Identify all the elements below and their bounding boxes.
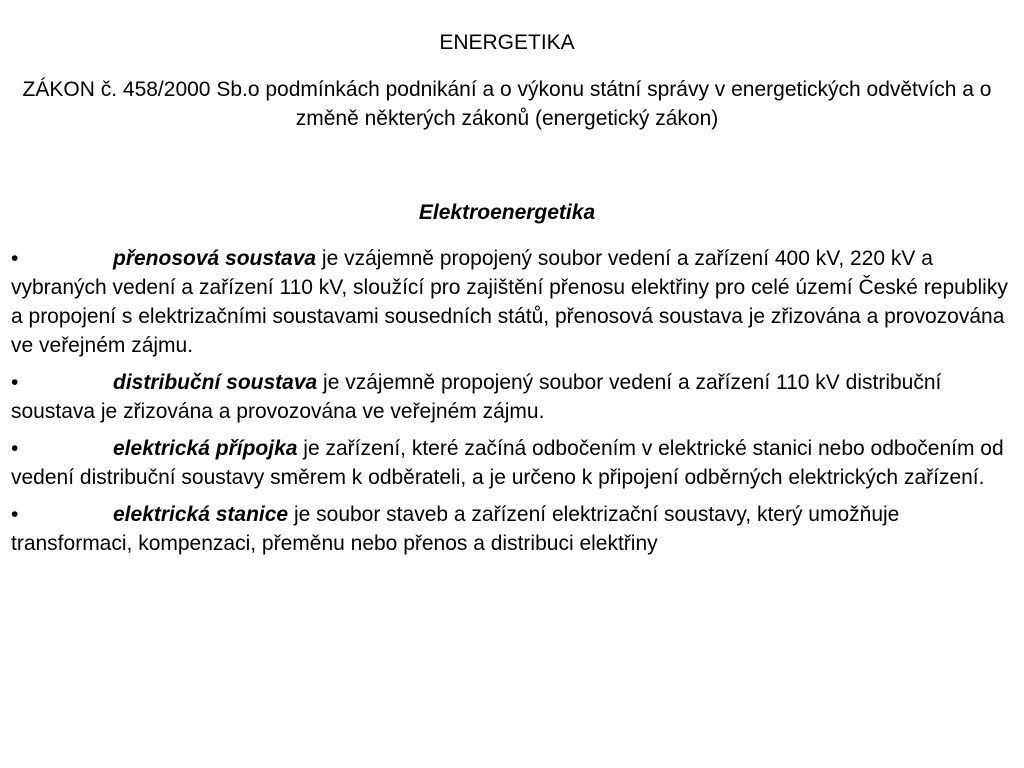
law-title: ZÁKON č. 458/2000 Sb.o podmínkách podnikání a o výkonu státní správy v energetických odvětvích a o změně některých zákonů (energetický zákon) [22, 78, 992, 130]
definition-text: je soubor staveb a zařízení elektrizační soustavy, který umožňuje transformaci, kompenzaci, přeměnu nebo přenos a distribuci elektřiny [11, 503, 900, 555]
term-distribucni-soustava: distribuční soustava [113, 371, 318, 394]
definition-item [11, 500, 1011, 558]
definition-text: je zařízení, které začíná odbočením v elektrické stanici nebo odbočením od vedení distribuční soustavy směrem k odběrateli, a je určeno k připojení odběrných elektrických zařízení. [11, 437, 1004, 489]
term-elektricka-stanice: elektrická stanice [113, 503, 289, 526]
bullet-icon: • [11, 437, 19, 460]
term-elektricka-pripojka: elektrická přípojka [113, 437, 298, 460]
page-title: ENERGETIKA [439, 31, 575, 54]
definition-text: je vzájemně propojený soubor vedení a zařízení 400 kV, 220 kV a vybraných vedení a zařízení 110 kV, sloužící pro zajištění přenosu elektřiny pro celé území České republiky a propojení s elektrizačními soustavami sousedních států, přenosová soustava je zřizována a provozována ve veřejném zájmu. [11, 247, 1008, 357]
section-heading: Elektroenergetika [418, 201, 596, 224]
term-prenosova-soustava: přenosová soustava [113, 247, 317, 270]
definition-text: je vzájemně propojený soubor vedení a zařízení 110 kV distribuční soustava je zřizována a provozována ve veřejném zájmu. [11, 371, 942, 423]
definition-list [11, 244, 1011, 566]
bullet-icon: • [11, 371, 19, 394]
bullet-icon: • [11, 503, 19, 526]
definition-item [11, 368, 1011, 426]
bullet-icon: • [11, 247, 19, 270]
definition-item [11, 244, 1011, 360]
definition-item [11, 434, 1011, 492]
